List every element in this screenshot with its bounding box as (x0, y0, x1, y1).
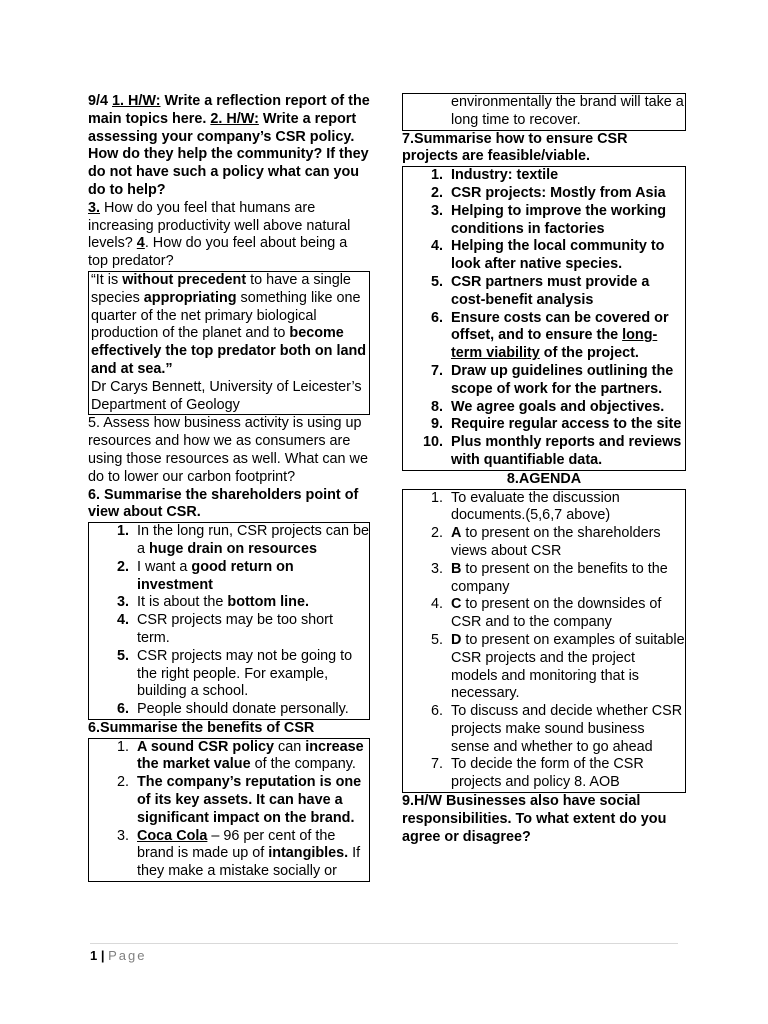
list-item: 9. Require regular access to the site (430, 416, 682, 433)
quote-text: “It is without precedent to have a single species appropriating something like one quarter of the net primary biological production of the planet and to become effectively the top predator both on land and at sea.” (91, 271, 367, 377)
list-item: 5. CSR partners must provide a cost-benefit analysis (430, 273, 650, 308)
list-item: 1. To evaluate the discussion documents.(5,6,7 above) (430, 489, 620, 524)
agenda-heading: 8.AGENDA (506, 470, 582, 487)
list-item: 7. To decide the form of the CSR projects and policy 8. AOB (430, 756, 644, 791)
hw-1-label: 1. H/W: (112, 93, 161, 109)
shareholders-box (88, 522, 370, 720)
list-item: 10. Plus monthly reports and reviews with quantifiable data. (422, 434, 682, 468)
continuation-box (402, 93, 686, 131)
list-item: 4. C to present on the downsides of CSR and to the company (430, 596, 662, 631)
feasible-heading: 7.Summarise how to ensure CSR projects are feasible/viable. (402, 130, 628, 165)
list-item: 7. Draw up guidelines outlining the scope of work for the partners. (430, 362, 674, 397)
list-item: 8. We agree goals and objectives. (430, 398, 665, 415)
question-9: 9.H/W Businesses also have social responsibilities. To what extent do you agree or disagree? (402, 793, 667, 845)
q3-number: 3. (88, 199, 101, 216)
q4-number: 4 (136, 235, 145, 252)
list-item: 3. Helping to improve the working conditions in factories (430, 202, 667, 237)
list-item: 1. Industry: textile (430, 167, 559, 184)
agenda-box (402, 489, 686, 794)
q3-text: How do you feel that humans are increasing productivity well above natural levels? (88, 199, 351, 252)
page-number: 1 (90, 948, 98, 963)
list-item: 2. CSR projects: Mostly from Asia (430, 184, 666, 201)
shareholders-list (89, 523, 369, 719)
quote-box (88, 271, 370, 415)
page-label: Page (108, 948, 147, 963)
list-item: 6. To discuss and decide whether CSR projects make sound business sense and whether to go ahead (430, 703, 683, 755)
list-item: 2. I want a good return on investment (116, 558, 294, 593)
list-item: 1. In the long run, CSR projects can be a huge drain on resources (116, 523, 369, 557)
continuation-text: environmentally the brand will take a long time to recover. (451, 94, 684, 128)
footer-separator: | (97, 948, 109, 963)
hw-2-label: 2. H/W: (210, 110, 259, 127)
hw-1-text: Write a reflection report of the main topics here. (88, 93, 370, 127)
list-item: 1. A sound CSR policy can increase the market value of the company. (116, 738, 364, 773)
feasible-list (403, 167, 685, 470)
right-column (402, 93, 686, 846)
benefits-box (88, 738, 370, 882)
hw-2-text: Write a report assessing your company’s CSR policy. How do they help the community? If they do not have such a policy what can you do to help? (88, 110, 369, 198)
question-5: 5. Assess how business activity is using up resources and how we as consumers are using those resources as well. What can we do to lower our carbon footprint? (88, 415, 368, 485)
question-3-4 (88, 200, 370, 271)
shareholders-heading: 6. Summarise the shareholders point of view about CSR. (88, 486, 359, 521)
list-item: 4. Helping the local community to look after native species. (430, 238, 665, 273)
list-item: 6. Ensure costs can be covered or offset, and to ensure the long-term viability of the project. (430, 309, 669, 362)
agenda-list (403, 490, 685, 793)
left-column (88, 93, 370, 882)
list-item: 4. CSR projects may be too short term. (116, 612, 333, 646)
list-item: 6. People should donate personally. (116, 701, 349, 718)
benefits-heading: 6.Summarise the benefits of CSR (88, 719, 315, 736)
footer-divider (90, 943, 678, 944)
q4-text: . How do you feel about being a top predator? (88, 235, 348, 270)
feasible-box (402, 166, 686, 471)
list-item: 5. D to present on examples of suitable CSR projects and the project models and monitoring that is necessary. (430, 631, 685, 702)
benefits-list (89, 739, 369, 881)
list-item: 5. CSR projects may not be going to the right people. For example, building a school. (116, 647, 353, 700)
list-item: 3. Coca Cola – 96 per cent of the brand is made up of intangibles. If they make a mistake socially or (116, 827, 361, 880)
list-item: 2. The company’s reputation is one of its key assets. It can have a significant impact on the brand. (116, 774, 362, 826)
hw-date: 9/4 (88, 93, 109, 109)
quote-attribution: Dr Carys Bennett, University of Leicester’s Department of Geology (91, 378, 362, 413)
list-item: 3. It is about the bottom line. (116, 594, 309, 611)
list-item: 2. A to present on the shareholders views about CSR (430, 525, 661, 559)
homework-heading (88, 93, 370, 200)
list-item: 3. B to present on the benefits to the company (430, 560, 668, 595)
